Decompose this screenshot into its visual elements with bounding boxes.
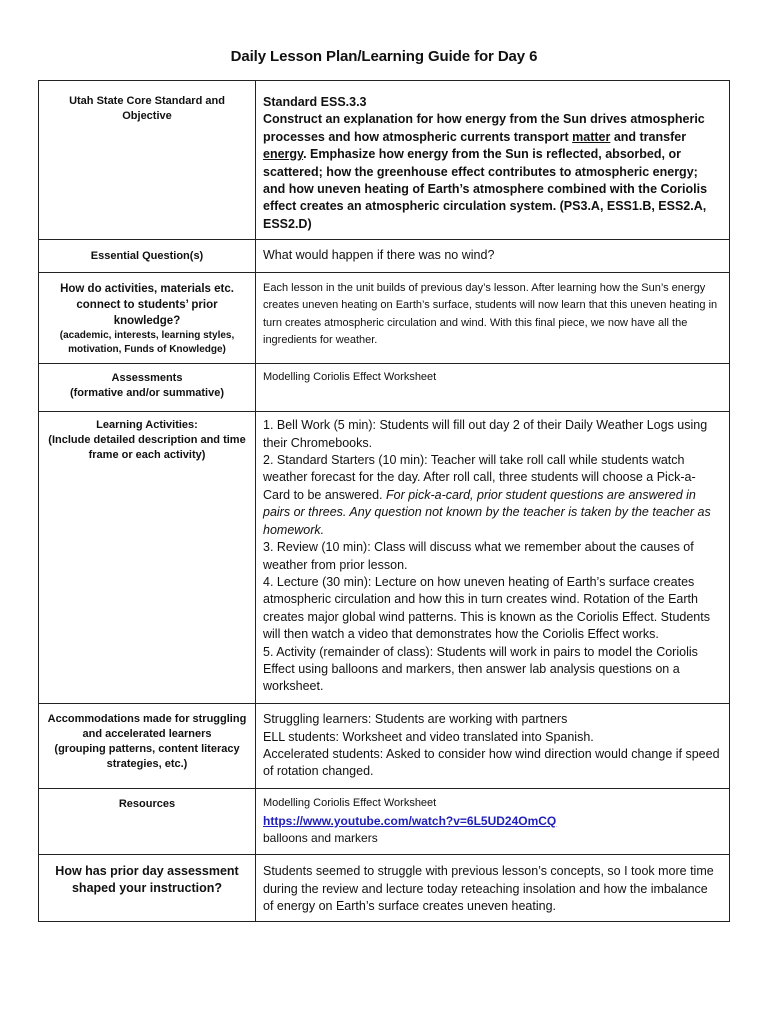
activity-item-2 (263, 452, 721, 539)
standard-underline-energy: energy (263, 147, 304, 162)
label-prior-knowledge (39, 273, 256, 364)
activity-item-5: 5. Activity (remainder of class): Students will work in pairs to model the Coriolis Effect using balloons and markers, then answer lab analysis questions on a worksheet. (263, 644, 698, 694)
standard-body-part2: and transfer (610, 129, 687, 144)
label-standard (39, 81, 256, 240)
content-resources (256, 789, 730, 855)
label-essential-question (39, 240, 256, 273)
activity-item-2-text: 2. Standard Starters (10 min): Teacher will take roll call while students watch weather forecast for the day. After roll call, three students will choose a Pick-a-Card to be answered. (263, 453, 696, 502)
content-assessments (256, 364, 730, 412)
accommodation-ell: ELL students: Worksheet and video translated into Spanish. (263, 729, 594, 744)
label-prior-knowledge-text: How do activities, materials etc. connect to students’ prior knowledge? (60, 283, 234, 328)
label-learning-activities-text: Learning Activities: (96, 419, 198, 432)
row-prior-assessment (39, 855, 730, 922)
label-learning-activities (39, 412, 256, 704)
content-learning-activities (256, 412, 730, 704)
row-accommodations (39, 704, 730, 789)
label-prior-assessment (39, 855, 256, 922)
label-resources-text: Resources (118, 798, 176, 811)
row-resources (39, 789, 730, 855)
row-learning-activities (39, 412, 730, 704)
resource-worksheet: Modelling Coriolis Effect Worksheet (263, 797, 437, 810)
resource-materials: balloons and markers (263, 831, 378, 846)
label-standard-text: Utah State Core Standard and Objective (69, 95, 225, 122)
label-resources (39, 789, 256, 855)
standard-body (263, 112, 707, 230)
row-essential-question (39, 240, 730, 273)
row-standard (39, 81, 730, 240)
row-assessments (39, 364, 730, 412)
accommodation-accelerated: Accelerated students: Asked to consider how wind direction would change if speed of rotation changed. (263, 747, 720, 779)
standard-body-part1: Construct an explanation for how energy from the Sun drives atmospheric processes and how atmospheric currents transport (263, 112, 705, 144)
label-accommodations-text: Accommodations made for struggling and accelerated learners (47, 713, 247, 741)
label-assessments-text: Assessments (111, 372, 183, 385)
row-prior-knowledge (39, 273, 730, 364)
content-prior-assessment (256, 855, 730, 922)
page-title: Daily Lesson Plan/Learning Guide for Day 6 (230, 48, 538, 65)
content-accommodations (256, 704, 730, 789)
label-prior-assessment-text: How has prior day assessment shaped your instruction? (55, 864, 239, 896)
content-essential-question (256, 240, 730, 273)
standard-body-part3: . Emphasize how energy from the Sun is reflected, absorbed, or scattered; how the greenhouse effect contributes to atmospheric energy; and how uneven heating of Earth’s atmosphere combined with the Coriolis effect creates an atmospheric circulation system. (PS3.A, ESS1.B, ESS2.A, ESS2.D) (263, 147, 708, 231)
label-accommodations-sub: (grouping patterns, content literacy strategies, etc.) (54, 743, 240, 771)
assessments-text: Modelling Coriolis Effect Worksheet (263, 371, 437, 384)
label-assessments (39, 364, 256, 412)
label-essential-question-text: Essential Question(s) (90, 250, 204, 263)
activity-item-2-note: For pick-a-card, prior student questions are answered in pairs or threes. Any question not known by the teacher is taken by the teacher as homework. (263, 487, 711, 537)
content-standard (256, 81, 730, 240)
label-assessments-sub: (formative and/or summative) (69, 387, 225, 400)
label-prior-knowledge-sub: (academic, interests, learning styles, motivation, Funds of Knowledge) (59, 330, 235, 356)
label-learning-activities-sub: (Include detailed description and time frame or each activity) (48, 434, 246, 462)
label-accommodations (39, 704, 256, 789)
prior-knowledge-text: Each lesson in the unit builds of previous day’s lesson. After learning how the Sun’s energy creates uneven heating on Earth’s surface, students will now learn that this uneven heating in turn creates atmospheric circulation and wind. With this final piece, we now have all the ingredients for weather. (263, 282, 718, 346)
prior-assessment-text: Students seemed to struggle with previous lesson’s concepts, so I took more time during the review and lecture today reteaching insolation and how the imbalance of energy on Earth’s surface creates uneven heating. (263, 864, 714, 914)
activity-item-1: 1. Bell Work (5 min): Students will fill out day 2 of their Daily Weather Logs using their Chromebooks. (263, 418, 708, 450)
content-prior-knowledge (256, 273, 730, 364)
activity-item-4: 4. Lecture (30 min): Lecture on how uneven heating of Earth’s surface creates atmospheric circulation and how this in turn creates wind. Rotation of the Earth creates major global wind patterns. This is known as the Coriolis Effect. Students will then watch a video that demonstrates how the Coriolis Effect works. (263, 574, 710, 642)
essential-question-text: What would happen if there was no wind? (263, 248, 495, 263)
standard-underline-matter: matter (572, 129, 611, 144)
activity-item-3: 3. Review (10 min): Class will discuss what we remember about the causes of weather from prior lesson. (263, 540, 694, 572)
accommodation-struggling: Struggling learners: Students are working with partners (263, 712, 568, 727)
resource-video-link[interactable]: https://www.youtube.com/watch?v=6L5UD24OmCQ (263, 813, 557, 828)
lesson-plan-table (38, 80, 730, 922)
standard-heading: Standard ESS.3.3 (263, 95, 367, 109)
